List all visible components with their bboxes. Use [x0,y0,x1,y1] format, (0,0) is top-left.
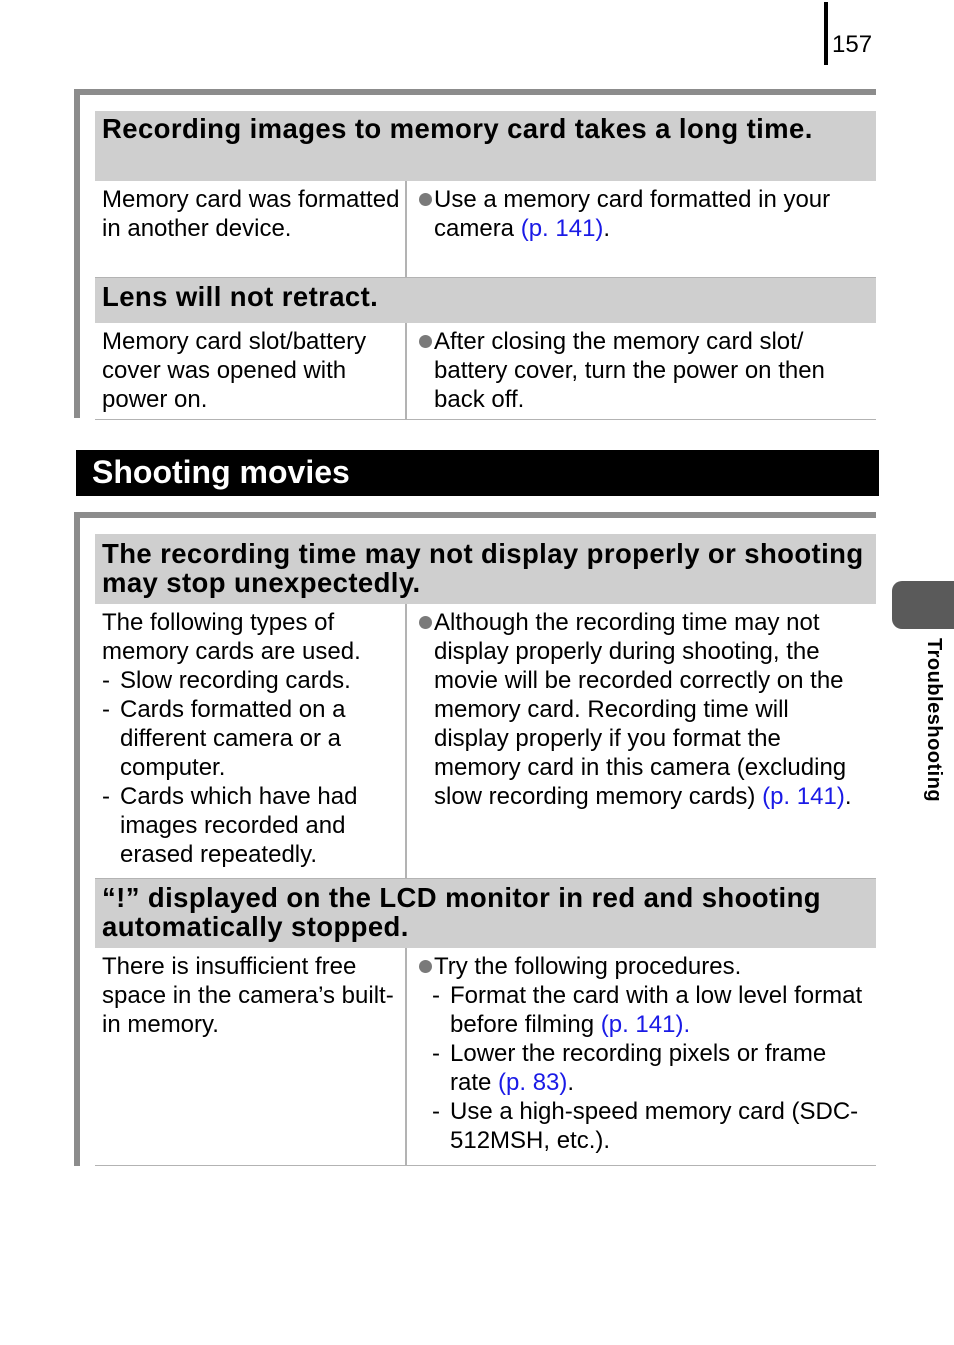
solution-cell [409,604,876,878]
section-title: Shooting movies [76,450,879,496]
cause-list-item: - Cards which have had images recorded and erased repeatedly. [102,783,358,868]
solution-text: After closing the memory card slot/ battery cover, turn the power on then back off. [434,328,825,413]
bullet-dot-icon [419,616,432,629]
page-ref-link[interactable]: (p. 83) [498,1069,568,1096]
solution-bullet [417,952,870,981]
issue-row [95,323,876,420]
solution-cell [409,948,876,1165]
cause-cell [95,604,407,878]
solution-text: Use a memory card formatted in your camera (p. 141). [434,186,831,242]
issue-row [95,181,876,278]
cause-cell: Memory card slot/battery cover was opened with power on. [95,323,407,419]
procedure-list [417,981,870,1155]
procedure-item: - Use a high-speed memory card (SDC-512MSH, etc.). [432,1098,859,1154]
cause-list-item: - Slow recording cards. [102,667,351,694]
bullet-dot-icon [419,335,432,348]
issue-heading: Lens will not retract. [95,278,876,323]
troubleshooting-block-1 [74,89,876,420]
procedure-item: - Format the card with a low level format before filming (p. 141). [432,982,863,1038]
issue-heading: “!” displayed on the LCD monitor in red and shooting automatically stopped. [95,879,876,948]
chapter-tab [892,581,954,629]
page-ref-link[interactable]: (p. 141) [600,1011,684,1038]
troubleshooting-block-2 [74,512,876,1166]
cause-cell: There is insufficient free space in the camera’s built-in memory. [95,948,407,1165]
issue-row [95,948,876,1166]
issue-heading: The recording time may not display properly or shooting may stop unexpectedly. [95,534,876,604]
page-number-rule [824,2,828,65]
cause-list-item: - Cards formatted on a different camera or a computer. [102,696,346,781]
page-ref-link[interactable]: (p. 141) [520,215,604,242]
cause-cell: Memory card was formatted in another device. [95,181,407,277]
solution-text: Try the following procedures. [434,953,742,980]
block-left-border [74,512,80,1166]
procedure-item: - Lower the recording pixels or frame rate (p. 83). [432,1040,827,1096]
solution-bullet [417,185,870,243]
block-top-border [74,89,876,95]
solution-text: Although the recording time may not display properly during shooting, the movie will be recorded correctly on the memory card. Recording time will display properly if you format the memory card in this camera (excluding slow recording memory cards) (p. 141). [434,609,852,810]
bullet-dot-icon [419,960,432,973]
issue-row [95,604,876,879]
page-number: 157 [832,31,873,58]
cause-intro: The following types of memory cards are used. [102,609,361,665]
solution-bullet [417,608,870,811]
solution-cell [409,323,876,419]
solution-cell [409,181,876,277]
chapter-label: Troubleshooting [923,638,945,803]
solution-bullet [417,327,870,414]
bullet-dot-icon [419,193,432,206]
block-top-border [74,512,876,518]
issue-heading: Recording images to memory card takes a long time. [95,111,876,181]
page-ref-link[interactable]: (p. 141) [762,783,845,810]
block-left-border [74,89,80,418]
